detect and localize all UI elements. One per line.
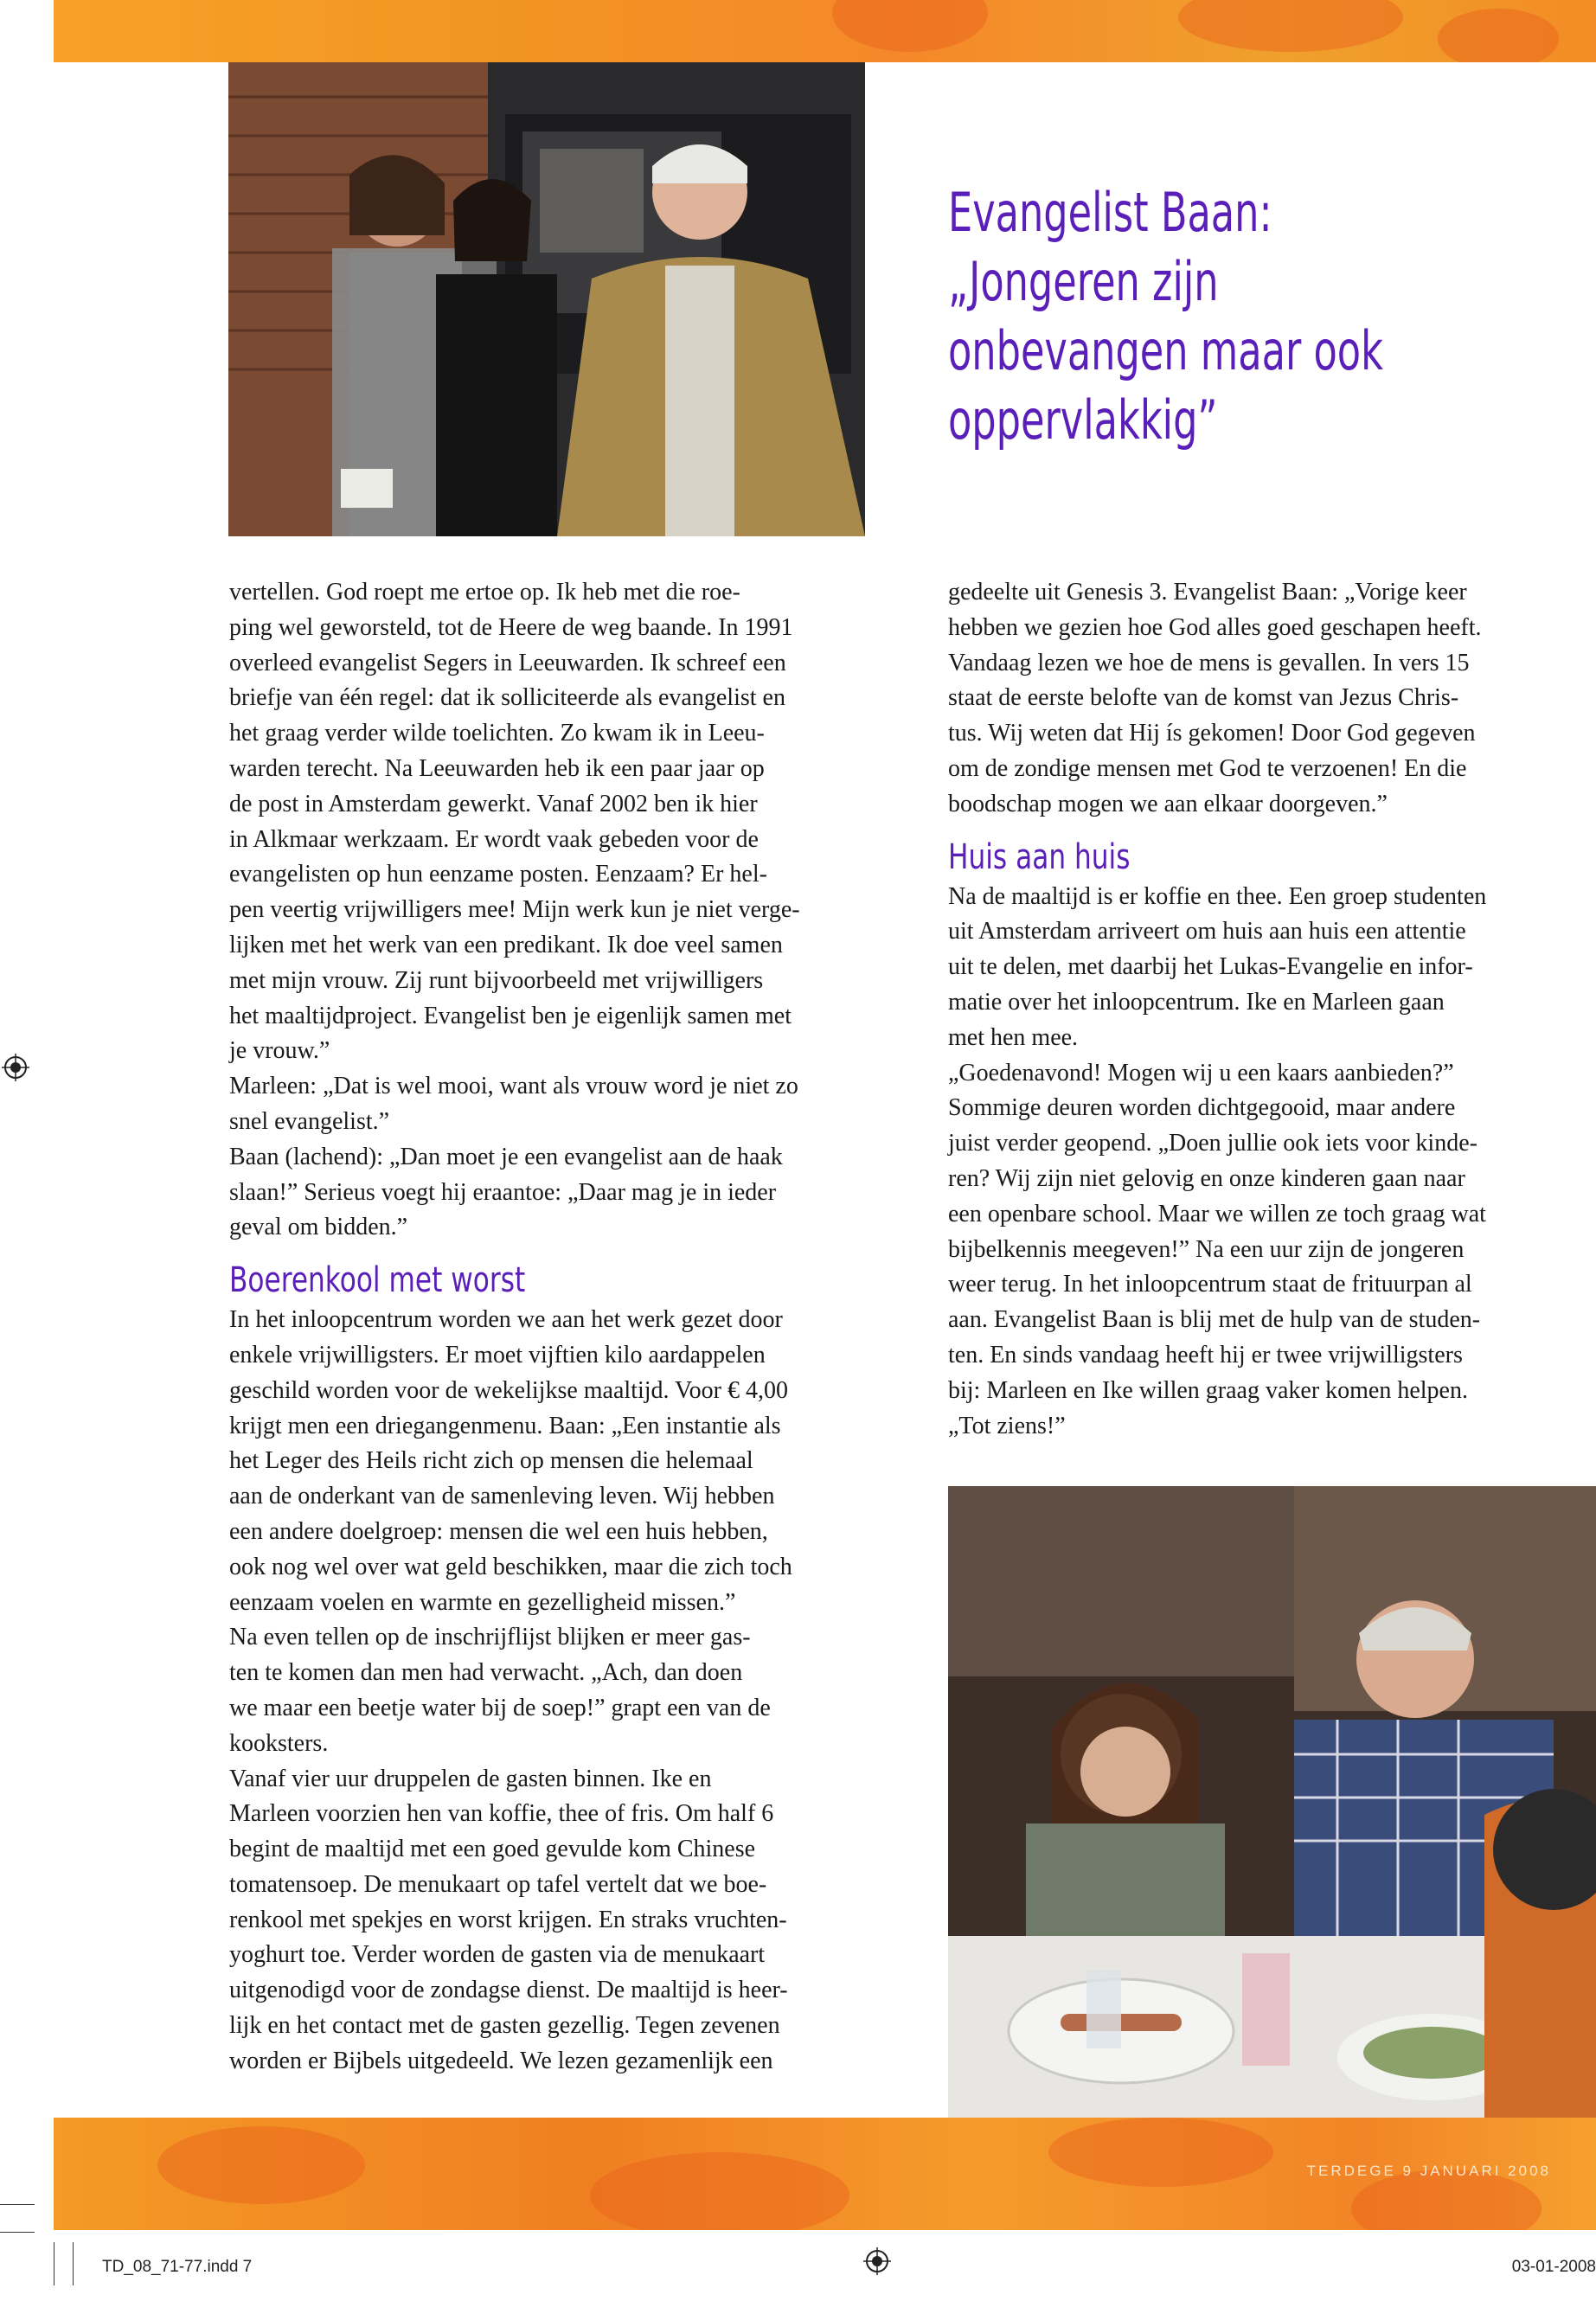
headline-line: oppervlakkig”	[948, 388, 1218, 452]
text-line: snel evangelist.”	[229, 1107, 390, 1135]
text-line: worden er Bijbels uitgedeeld. We lezen gezamenlijk een	[229, 2047, 773, 2074]
text-line: warden terecht. Na Leeuwarden heb ik een paar jaar op	[229, 754, 765, 782]
text-line: „Goedenavond! Mogen wij u een kaars aanbieden?”	[948, 1059, 1454, 1086]
headline-line: „Jongeren zijn	[948, 250, 1219, 313]
registration-mark-bottom	[863, 2247, 891, 2275]
text-line: tomatensoep. De menukaart op tafel vertelt dat we boe-	[229, 1870, 767, 1898]
text-line: renkool met spekjes en worst krijgen. En straks vruchten-	[229, 1906, 787, 1933]
text-line: hebben we gezien hoe God alles goed geschapen heeft.	[948, 613, 1482, 641]
text-line: overleed evangelist Segers in Leeuwarden. Ik schreef een	[229, 649, 786, 676]
text-line: om de zondige mensen met God te verzoenen! En die	[948, 754, 1467, 782]
paragraph	[229, 575, 887, 1246]
article-headline	[948, 178, 1546, 455]
text-line: een andere doelgroep: mensen die wel een huis hebben,	[229, 1517, 768, 1545]
headline-line: onbevangen maar ook	[948, 319, 1383, 382]
photo-dinner-table	[948, 1486, 1596, 2118]
text-line: geval om bidden.”	[229, 1214, 408, 1241]
text-line: slaan!” Serieus voegt hij eraantoe: „Daar mag je in ieder	[229, 1178, 777, 1206]
paragraph	[229, 1303, 887, 2080]
text-line: In het inloopcentrum worden we aan het werk gezet door	[229, 1306, 783, 1334]
text-line: Marleen: „Dat is wel mooi, want als vrouw word je niet zo	[229, 1073, 798, 1100]
text-line: Marleen voorzien hen van koffie, thee of fris. Om half 6	[229, 1800, 774, 1828]
text-line: evangelisten op hun eenzame posten. Eenzaam? Er hel-	[229, 861, 767, 888]
text-line: aan. Evangelist Baan is blij met de hulp van de studen-	[948, 1306, 1481, 1334]
text-line: Na even tellen op de inschrijflijst blijken er meer gas-	[229, 1624, 751, 1651]
text-line: „Tot ziens!”	[948, 1412, 1066, 1439]
text-line: een openbare school. Maar we willen ze toch graag wat	[948, 1200, 1486, 1227]
text-line: juist verder geopend. „Doen jullie ook iets voor kinde-	[948, 1130, 1477, 1157]
slug-date: 03-01-2008	[1511, 2258, 1596, 2276]
text-line: met mijn vrouw. Zij runt bijvoorbeeld met vrijwilligers	[229, 966, 764, 994]
text-line: Vanaf vier uur druppelen de gasten binnen. Ike en	[229, 1765, 712, 1792]
top-orange-band	[54, 0, 1596, 62]
text-line: tus. Wij weten dat Hij ís gekomen! Door God gegeven	[948, 720, 1476, 747]
text-line: weer terug. In het inloopcentrum staat de frituurpan al	[948, 1271, 1472, 1298]
text-line: uit Amsterdam arriveert om huis aan huis een attentie	[948, 918, 1466, 945]
text-line: het maaltijdproject. Evangelist ben je eigenlijk samen met	[229, 1002, 792, 1029]
text-line: de post in Amsterdam gewerkt. Vanaf 2002 ben ik hier	[229, 790, 758, 817]
text-line: pen veertig vrijwilligers mee! Mijn werk kun je niet verge-	[229, 896, 800, 924]
text-line: geschild worden voor de wekelijkse maaltijd. Voor € 4,00	[229, 1376, 788, 1404]
text-line: Na de maaltijd is er koffie en thee. Een groep studenten	[948, 882, 1487, 910]
text-line: ook nog wel over wat geld beschikken, maar die zich toch	[229, 1553, 792, 1580]
running-footer: TERDEGE 9 JANUARI 2008	[1306, 2163, 1551, 2179]
paragraph	[948, 880, 1596, 1445]
text-line: boodschap mogen we aan elkaar doorgeven.”	[948, 790, 1388, 817]
text-line: gedeelte uit Genesis 3. Evangelist Baan: „Vorige keer	[948, 579, 1467, 606]
text-line: krijgt men een driegangenmenu. Baan: „Een instantie als	[229, 1412, 781, 1439]
text-line: matie over het inloopcentrum. Ike en Marleen gaan	[948, 988, 1445, 1016]
text-line: Sommige deuren worden dichtgegooid, maar andere	[948, 1094, 1456, 1122]
text-line: eenzaam voelen en warmte en gezelligheid missen.”	[229, 1588, 736, 1616]
article-column-left	[229, 575, 887, 2080]
text-line: yoghurt toe. Verder worden de gasten via de menukaart	[229, 1941, 766, 1969]
crop-mark	[0, 2232, 35, 2233]
slug-filename: TD_08_71-77.indd 7	[102, 2258, 253, 2276]
text-line: ren? Wij zijn niet gelovig en onze kinderen gaan naar	[948, 1164, 1465, 1192]
text-line: uit te delen, met daarbij het Lukas-Evangelie en infor-	[948, 953, 1473, 981]
text-line: Vandaag lezen we hoe de mens is gevallen. In vers 15	[948, 649, 1470, 676]
text-line: aan de onderkant van de samenleving leven. Wij hebben	[229, 1483, 775, 1510]
text-line: ten te komen dan men had verwacht. „Ach, dan doen	[229, 1659, 743, 1687]
text-line: het graag verder wilde toelichten. Zo kwam ik in Leeu-	[229, 720, 765, 747]
text-line: met hen mee.	[948, 1023, 1079, 1051]
text-line: je vrouw.”	[229, 1037, 330, 1065]
text-line: kooksters.	[229, 1729, 329, 1757]
registration-mark-left	[2, 1054, 29, 1081]
text-line: begint de maaltijd met een goed gevulde kom Chinese	[229, 1836, 756, 1863]
text-line: lijken met het werk van een predikant. Ik doe veel samen	[229, 931, 783, 958]
text-line: briefje van één regel: dat ik solliciteerde als evangelist en	[229, 684, 785, 712]
crop-mark	[73, 2242, 74, 2285]
text-line: enkele vrijwilligsters. Er moet vijftien kilo aardappelen	[229, 1341, 766, 1368]
article-column-right	[948, 575, 1596, 1444]
crop-mark	[0, 2204, 35, 2205]
text-line: in Alkmaar werkzaam. Er wordt vaak gebeden voor de	[229, 825, 759, 853]
text-line: bij: Marleen en Ike willen graag vaker komen helpen.	[948, 1376, 1468, 1404]
text-line: staat de eerste belofte van de komst van Jezus Chris-	[948, 684, 1459, 712]
section-heading: Huis aan huis	[948, 836, 1131, 877]
text-line: ten. En sinds vandaag heeft hij er twee vrijwilligsters	[948, 1341, 1463, 1368]
text-line: we maar een beetje water bij de soep!” grapt een van de	[229, 1694, 771, 1721]
headline-line: Evangelist Baan:	[948, 181, 1272, 244]
photo-three-people-at-door	[228, 62, 865, 536]
text-line: uitgenodigd voor de zondagse dienst. De maaltijd is heer-	[229, 1977, 788, 2004]
paragraph	[948, 575, 1596, 823]
text-line: ping wel geworsteld, tot de Heere de weg baande. In 1991	[229, 613, 793, 641]
text-line: vertellen. God roept me ertoe op. Ik heb met die roe-	[229, 579, 740, 606]
text-line: het Leger des Heils richt zich op mensen die helemaal	[229, 1447, 753, 1475]
text-line: lijk en het contact met de gasten gezellig. Tegen zevenen	[229, 2012, 780, 2040]
section-heading: Boerenkool met worst	[229, 1260, 526, 1301]
text-line: Baan (lachend): „Dan moet je een evangelist aan de haak	[229, 1143, 783, 1170]
text-line: bijbelkennis meegeven!” Na een uur zijn de jongeren	[948, 1235, 1465, 1263]
